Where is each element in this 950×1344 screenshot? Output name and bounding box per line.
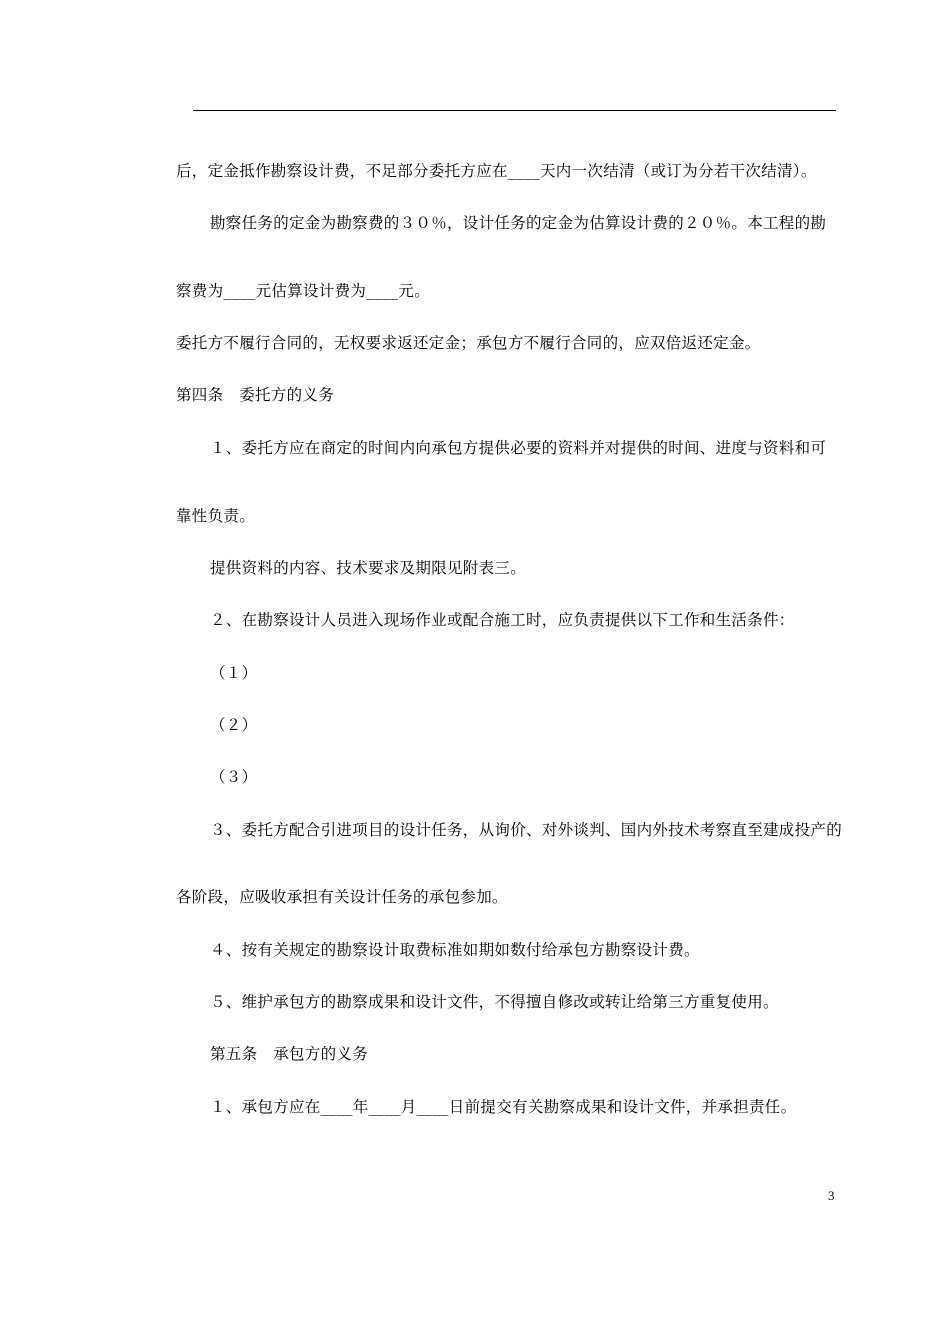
header-rule — [193, 110, 836, 111]
text-line-2: 勘察任务的定金为勘察费的３０％，设计任务的定金为估算设计费的２０％。本工程的勘 — [210, 214, 827, 232]
page-number: 3 — [828, 1188, 835, 1203]
text-line-7: 靠性负责。 — [176, 507, 256, 525]
text-line-13: ３、委托方配合引进项目的设计任务，从询价、对外谈判、国内外技术考察直至建成投产的 — [210, 821, 843, 839]
text-line-3: 察费为____元估算设计费为____元。 — [176, 282, 431, 300]
list-item-3: （３） — [210, 768, 258, 786]
text-line-4: 委托方不履行合同的，无权要求返还定金；承包方不履行合同的，应双倍返还定金。 — [176, 334, 761, 352]
article-5-heading: 第五条 承包方的义务 — [210, 1045, 369, 1063]
text-line-14: 各阶段，应吸收承担有关设计任务的承包参加。 — [176, 888, 508, 906]
text-line-8: 提供资料的内容、技术要求及期限见附表三。 — [210, 559, 527, 577]
article-4-heading: 第四条 委托方的义务 — [176, 386, 335, 404]
text-line-6: １、委托方应在商定的时间内向承包方提供必要的资料并对提供的时间、进度与资料和可 — [210, 439, 827, 457]
text-line-18: １、承包方应在____年____月____日前提交有关勘察成果和设计文件，并承担责任。 — [210, 1098, 797, 1116]
text-line-16: ５、维护承包方的勘察成果和设计文件，不得擅自修改或转让给第三方重复使用。 — [210, 993, 779, 1011]
text-line-15: ４、按有关规定的勘察设计取费标准如期如数付给承包方勘察设计费。 — [210, 941, 700, 959]
list-item-1: （１） — [210, 664, 258, 682]
list-item-2: （２） — [210, 716, 258, 734]
text-line-1: 后，定金抵作勘察设计费，不足部分委托方应在____天内一次结清（或订为分若干次结清）。 — [176, 162, 817, 180]
text-line-9: ２、在勘察设计人员进入现场作业或配合施工时，应负责提供以下工作和生活条件： — [210, 611, 795, 629]
